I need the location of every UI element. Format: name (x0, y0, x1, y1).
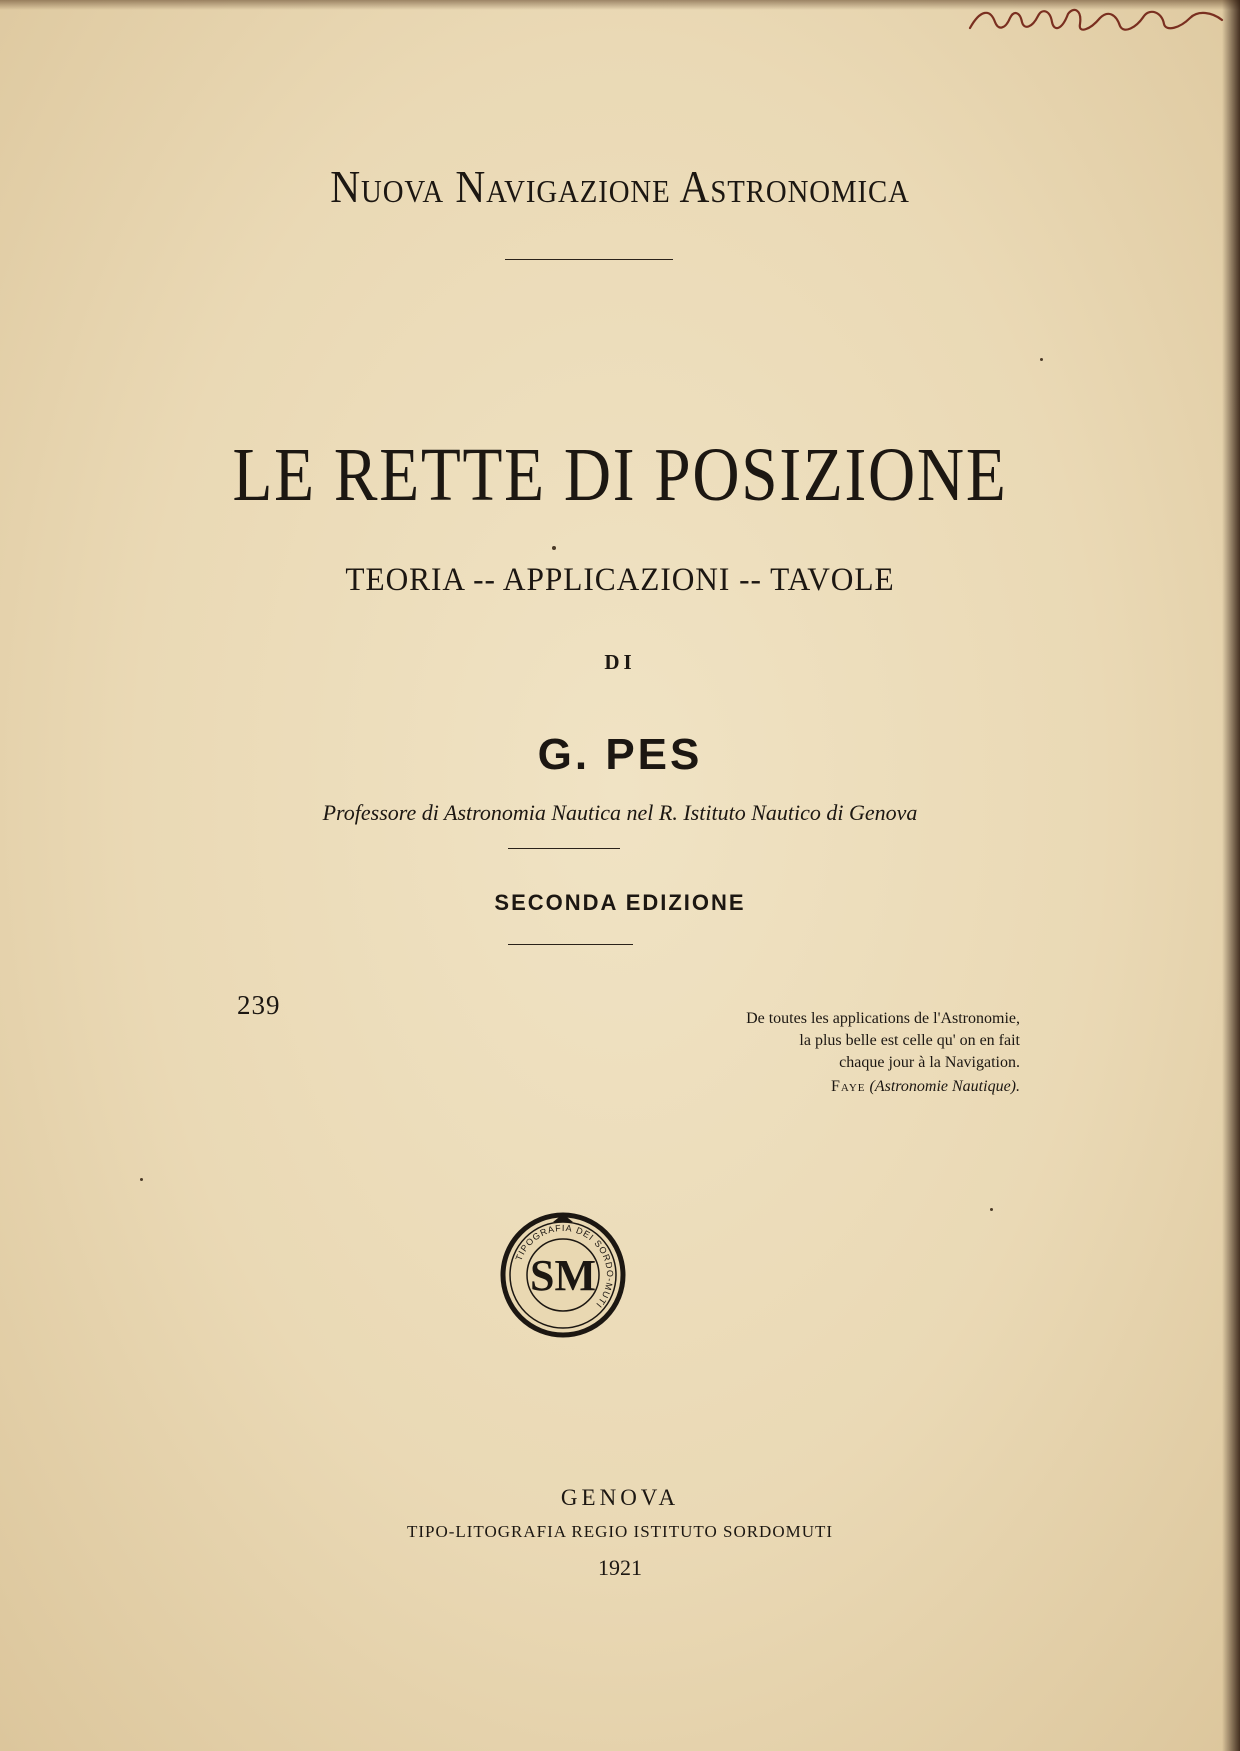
epigraph-line: De toutes les applications de l'Astronomie, (746, 1010, 1020, 1027)
imprint-city: GENOVA (560, 1485, 680, 1510)
divider-rule (508, 848, 620, 849)
imprint-printer: TIPO-LITOGRAFIA REGIO ISTITUTO SORDOMUTI (406, 1522, 834, 1541)
paper-speck (552, 546, 556, 550)
epigraph-attribution (640, 1076, 1020, 1098)
by-label: DI (604, 650, 636, 674)
attribution-name: Faye (831, 1078, 866, 1095)
printer-seal-icon (498, 1210, 628, 1340)
seal-monogram: SM (530, 1251, 596, 1300)
handwritten-signature (950, 0, 1230, 40)
paper-speck (1040, 358, 1043, 361)
divider-rule (505, 259, 673, 260)
book-subtitle: TEORIA -- APPLICAZIONI -- TAVOLE (345, 562, 895, 598)
seal-ring-text: TIPOGRAFIA DEI SORDO-MUTI (513, 1222, 616, 1311)
paper-speck (140, 1178, 143, 1181)
epigraph-line: la plus belle est celle qu' on en fait (799, 1032, 1020, 1049)
imprint-year: 1921 (598, 1555, 642, 1580)
attribution-source: (Astronomie Nautique). (869, 1078, 1020, 1095)
epigraph (640, 1008, 1020, 1098)
author-affiliation: Professore di Astronomia Nautica nel R. Istituto Nautico di Genova (322, 800, 918, 825)
divider-rule (508, 944, 633, 945)
paper-speck (990, 1208, 993, 1211)
author-name: G. PES (537, 730, 703, 779)
catalog-number: 239 (237, 990, 281, 1020)
book-title: LE RETTE DI POSIZIONE (232, 433, 1008, 517)
epigraph-line: chaque jour à la Navigation. (839, 1054, 1020, 1071)
edition-label: SECONDA EDIZIONE (494, 890, 746, 915)
series-title: Nuova Navigazione Astronomica (330, 161, 910, 212)
